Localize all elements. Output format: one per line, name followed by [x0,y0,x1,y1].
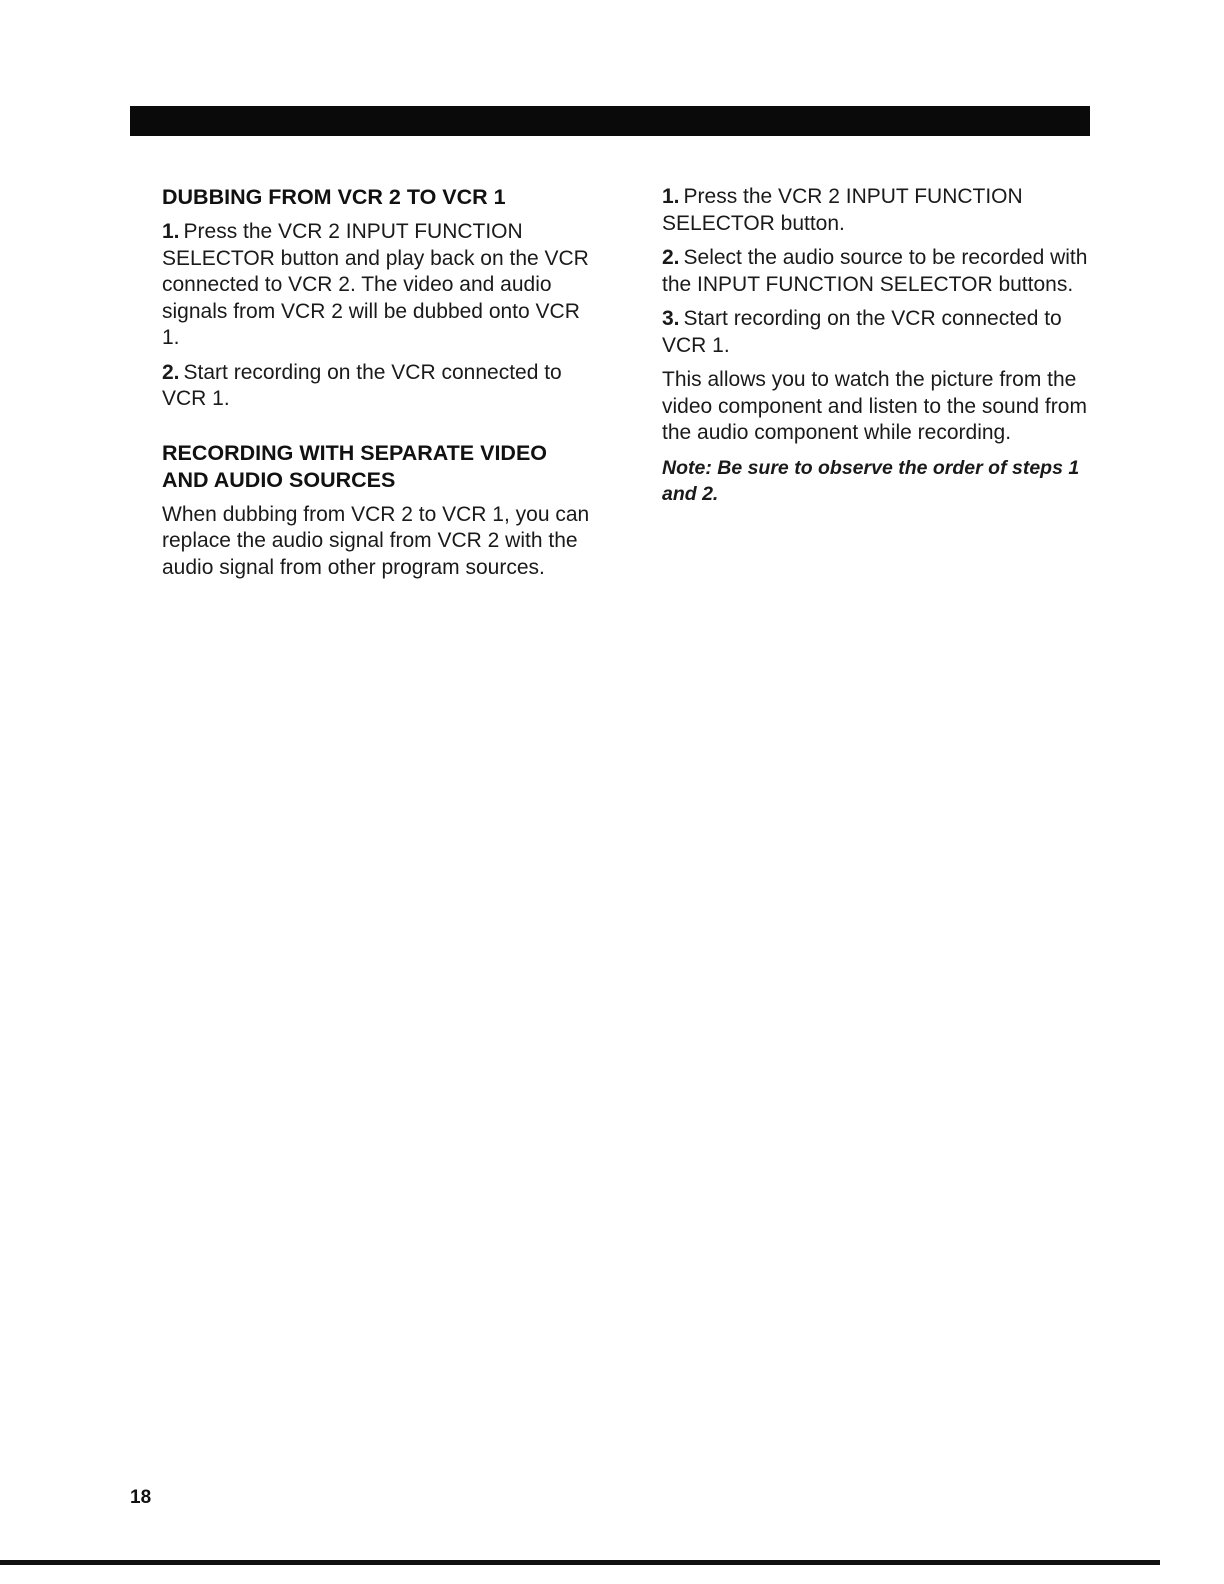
step-text: Select the audio source to be recorded with the INPUT FUNCTION SELECTOR buttons. [662,246,1088,296]
right-column [662,184,1092,515]
page-number: 18 [130,1487,152,1508]
bottom-rule [0,1560,1160,1565]
right-step-1 [662,184,1092,237]
step-text: Start recording on the VCR connected to VCR 1. [162,360,562,410]
left-step-2 [162,360,592,413]
step-number: 1. [162,220,180,243]
left-step-1 [162,219,592,352]
step-number: 3. [662,307,680,330]
step-number: 2. [162,360,180,384]
intro-paragraph: When dubbing from VCR 2 to VCR 1, you can replace the audio signal from VCR 2 with the audio signal from other program sources. [162,502,590,579]
step-text: Start recording on the VCR connected to VCR 1. [662,307,1062,357]
step-text: Press the VCR 2 INPUT FUNCTION SELECTOR button and play back on the VCR connected to VCR 2. The video and audio signals from VCR 2 will be dubbed onto VCR 1. [162,220,589,349]
step-number: 1. [662,185,680,208]
note-paragraph: Note: Be sure to observe the order of steps 1 and 2. [662,456,1080,505]
heading-separate-sources: RECORDING WITH SEPARATE VIDEO AND AUDIO SOURCES [162,440,548,492]
left-column [162,184,592,589]
body-paragraph: This allows you to watch the picture from the video component and listen to the sound from the audio component while recording. [662,368,1087,444]
step-text: Press the VCR 2 INPUT FUNCTION SELECTOR button. [662,185,1023,235]
header-bar [130,106,1090,136]
heading-dubbing: DUBBING FROM VCR 2 TO VCR 1 [162,185,506,209]
right-step-3 [662,306,1092,359]
step-number: 2. [662,246,680,269]
right-step-2 [662,245,1092,298]
